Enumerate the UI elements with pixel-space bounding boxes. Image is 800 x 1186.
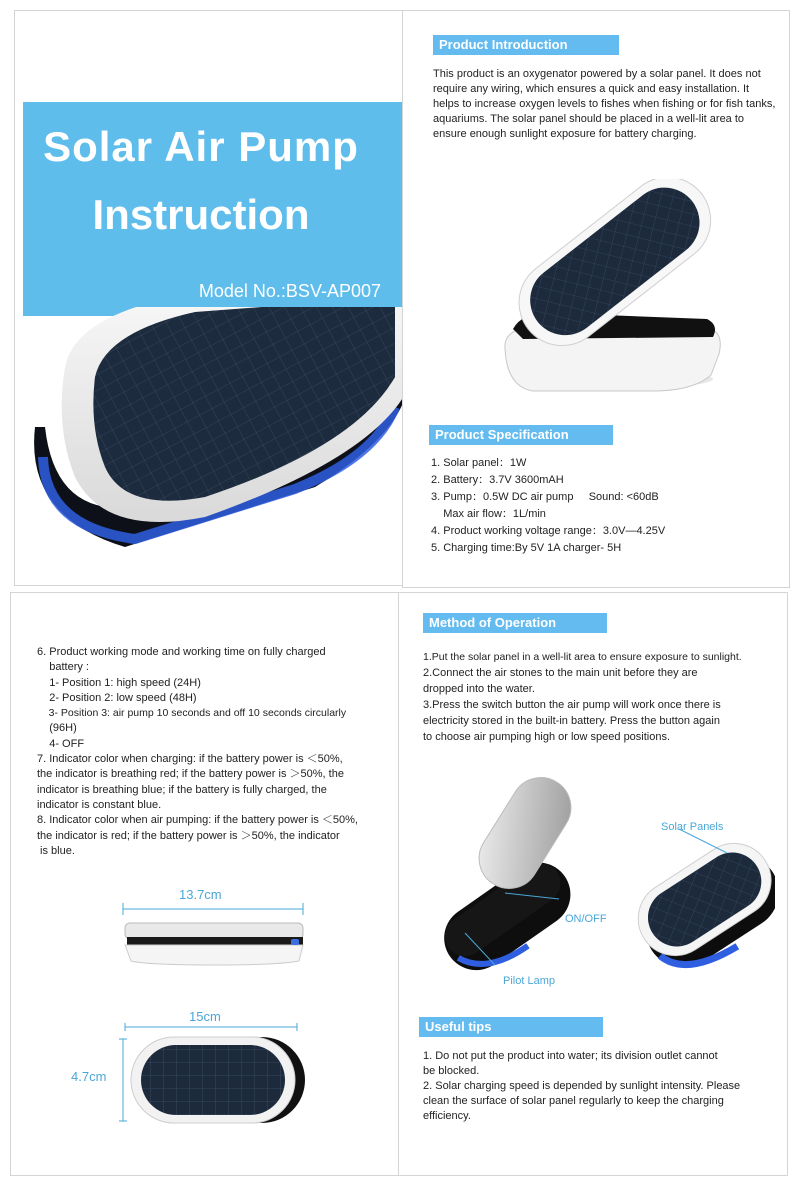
dimension-top-label: 13.7cm: [179, 887, 222, 902]
mode-line: indicator is breathing blue; if the battery is fully charged, the: [37, 783, 327, 796]
pump-open-image: [493, 179, 733, 399]
operation-line: to choose air pumping high or low speed positions.: [423, 731, 671, 743]
pump-parts-diagram: [435, 773, 775, 993]
tip-line: clean the surface of solar panel regularly to keep the charging: [423, 1095, 724, 1107]
specification-list: [431, 455, 771, 557]
operation-line: 1.Put the solar panel in a well-lit area to ensure exposure to sunlight.: [423, 651, 742, 663]
spec-line: 4. Product working voltage range：3.0V—4.25V: [431, 525, 666, 537]
tip-line: 2. Solar charging speed is depended by sunlight intensity. Please: [423, 1080, 741, 1092]
useful-tips-list: [423, 1049, 775, 1124]
cover-title-line1: Solar Air Pump: [43, 123, 359, 170]
dimension-height-label: 4.7cm: [71, 1069, 107, 1084]
spec-line: 5. Charging time:By 5V 1A charger- 5H: [431, 542, 622, 554]
introduction-text: This product is an oxygenator powered by a solar panel. It does not require any wiring, which ensures a quick and easy installation. It helps to increase oxygen levels to fishes when fishing or for fish tanks, aquariums. The solar panel should be placed in a well-lit area to ensure enough sunlight exposure for battery charging.: [433, 68, 776, 140]
spec-line: 1. Solar panel：1W: [431, 457, 527, 469]
mode-line: battery :: [37, 661, 89, 674]
mode-line: is blue.: [37, 844, 75, 857]
on-off-label: ON/OFF: [565, 913, 607, 925]
mode-line: 2- Position 2: low speed (48H): [37, 691, 197, 704]
cover-page: [14, 10, 408, 586]
spec-line: 3. Pump：0.5W DC air pump Sound: <60dB: [431, 491, 659, 503]
mode-line: 4- OFF: [37, 737, 85, 750]
operation-line: 2.Connect the air stones to the main unit before they are: [423, 667, 698, 679]
operation-steps: [423, 649, 775, 745]
tip-line: be blocked.: [423, 1065, 480, 1077]
spec-line: 2. Battery：3.7V 3600mAH: [431, 474, 564, 486]
solar-panels-label: Solar Panels: [661, 821, 724, 833]
dimension-width-label: 15cm: [189, 1009, 221, 1024]
model-number: Model No.:BSV-AP007: [198, 281, 381, 301]
cover-title-line2: Instruction: [92, 191, 310, 238]
operation-tips-page: [398, 592, 788, 1176]
modes-dimensions-page: [10, 592, 404, 1176]
mode-line: (96H): [37, 722, 77, 735]
mode-line: indicator is constant blue.: [37, 798, 162, 811]
working-mode-list: [37, 645, 387, 859]
pump-side-view-image: [117, 899, 317, 969]
mode-line: the indicator is breathing red; if the battery power is ＞50%, the: [37, 768, 344, 781]
mode-line: 1- Position 1: high speed (24H): [37, 676, 201, 689]
operation-line: 3.Press the switch button the air pump will work once there is: [423, 699, 721, 711]
operation-line: electricity stored in the built-in battery. Press the button again: [423, 715, 720, 727]
mode-line: the indicator is red; if the battery power is ＞50%, the indicator: [37, 829, 340, 842]
operation-line: dropped into the water.: [423, 683, 535, 695]
mode-line: 7. Indicator color when charging: if the battery power is ＜50%,: [37, 753, 343, 766]
pump-top-view-image: [111, 1023, 311, 1127]
pilot-lamp-label: Pilot Lamp: [503, 975, 555, 987]
pump-closeup-image: [15, 307, 408, 586]
tip-line: 1. Do not put the product into water; its division outlet cannot: [423, 1050, 718, 1062]
mode-line: 3- Position 3: air pump 10 seconds and off 10 seconds circularly: [37, 707, 347, 720]
useful-tips-heading: Useful tips: [419, 1017, 603, 1037]
tip-line: efficiency.: [423, 1110, 471, 1122]
intro-spec-page: [402, 10, 790, 588]
mode-line: 6. Product working mode and working time on fully charged: [37, 646, 326, 658]
mode-line: 8. Indicator color when air pumping: if the battery power is ＜50%,: [37, 814, 358, 827]
product-introduction-heading: Product Introduction: [433, 35, 619, 55]
product-specification-heading: Product Specification: [429, 425, 613, 445]
spec-line: Max air flow：1L/min: [431, 508, 546, 520]
method-of-operation-heading: Method of Operation: [423, 613, 607, 633]
